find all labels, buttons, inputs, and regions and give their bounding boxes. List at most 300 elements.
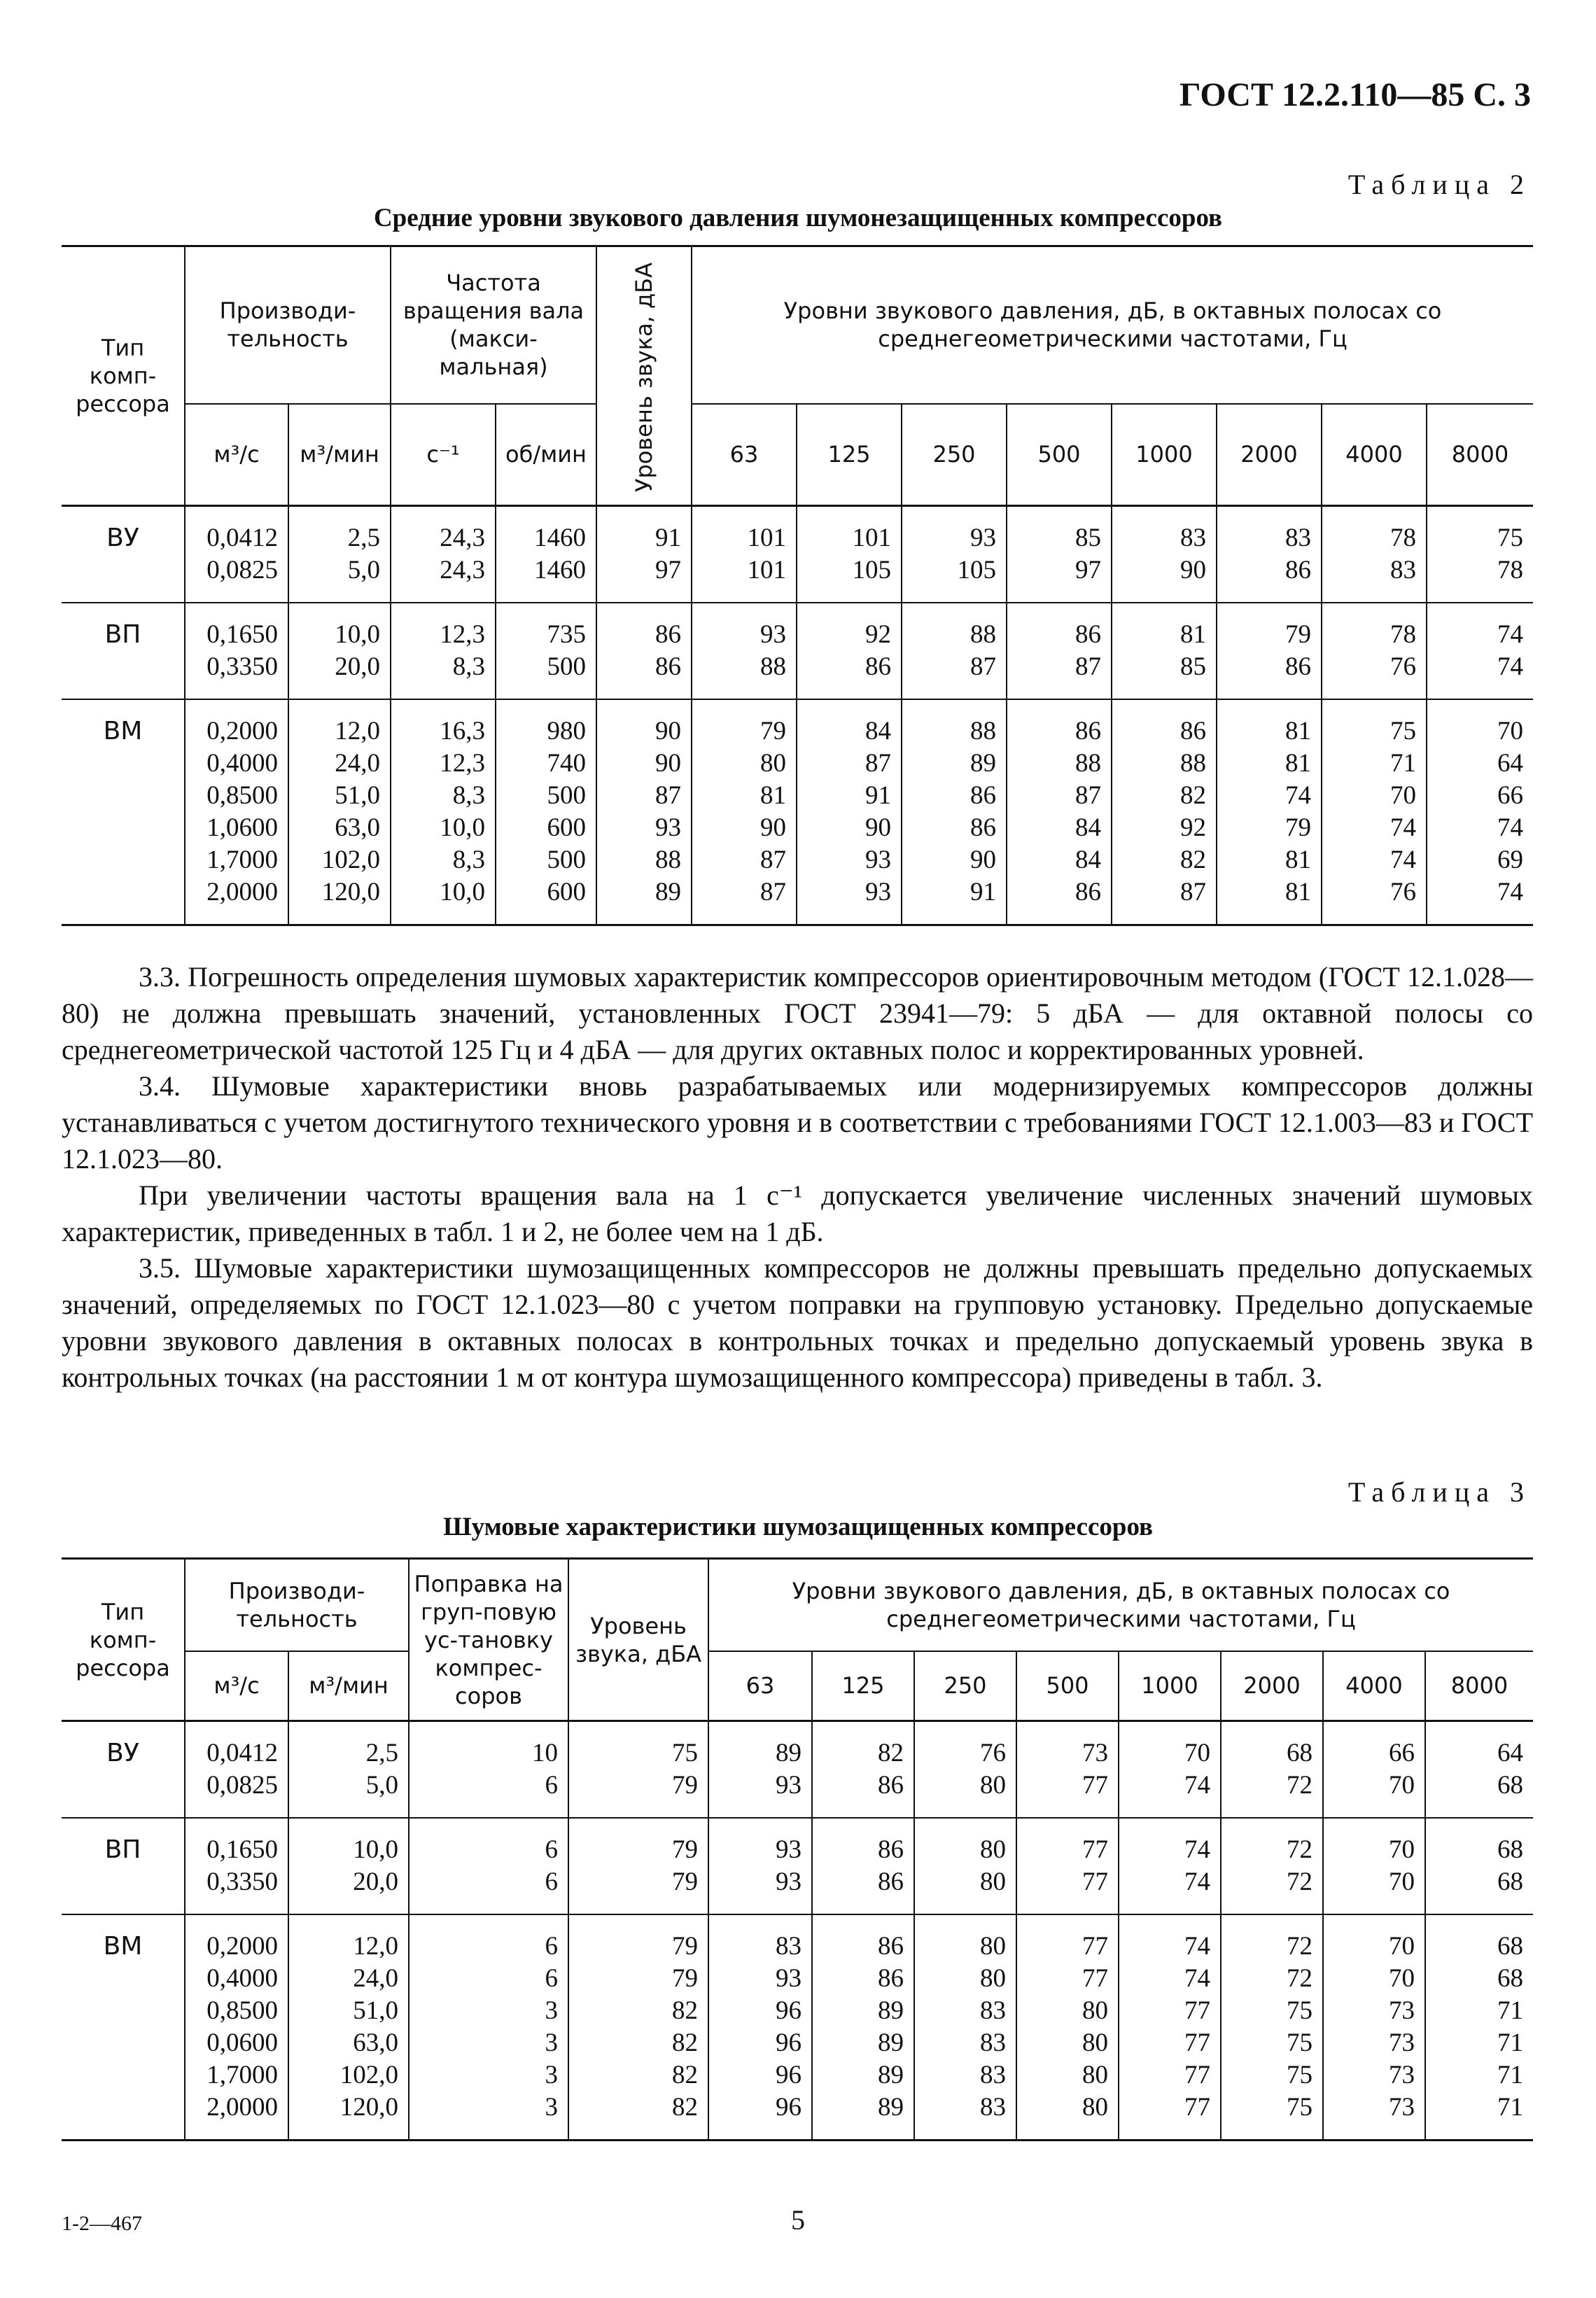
table-cell: 70 [1323, 1818, 1425, 1866]
table-cell: 77 [1119, 1995, 1221, 2027]
table-cell: 80 [1016, 2092, 1119, 2141]
table-cell: 96 [708, 1995, 812, 2027]
table-cell: 101 [692, 506, 797, 555]
table-row [62, 1995, 1533, 2027]
table-cell: 86 [812, 1914, 914, 1963]
table-cell: 71 [1425, 1995, 1533, 2027]
table-cell: 82 [1112, 780, 1217, 812]
table-cell: 74 [1119, 1914, 1221, 1963]
table-cell: 8,3 [391, 780, 496, 812]
table-cell: 74 [1427, 651, 1533, 699]
t3-header-band: 2000 [1221, 1651, 1323, 1721]
table-cell: 86 [797, 651, 902, 699]
t2-header-band: 4000 [1322, 404, 1427, 506]
table-cell: 12,0 [288, 699, 391, 748]
table-row [62, 812, 1533, 844]
table-cell: 66 [1427, 780, 1533, 812]
table-cell: 81 [1217, 748, 1322, 780]
table-cell: 79 [1217, 603, 1322, 651]
table-cell: 86 [1007, 876, 1112, 925]
t3-header-band: 8000 [1425, 1651, 1533, 1721]
table-cell: 0,3350 [185, 651, 288, 699]
compressor-type-cell [62, 1866, 185, 1914]
table-row [62, 1963, 1533, 1995]
table-cell: 83 [1217, 506, 1322, 555]
table-cell: 70 [1119, 1721, 1221, 1770]
table-cell: 84 [1007, 812, 1112, 844]
table-cell: 80 [692, 748, 797, 780]
table-cell: 90 [797, 812, 902, 844]
table-cell: 76 [914, 1721, 1016, 1770]
table-row [62, 2059, 1533, 2092]
table-cell: 96 [708, 2059, 812, 2092]
table-cell: 51,0 [288, 1995, 409, 2027]
table-cell: 73 [1323, 1995, 1425, 2027]
table-cell: 86 [902, 812, 1007, 844]
table-cell: 77 [1119, 2059, 1221, 2092]
table-cell: 87 [596, 780, 692, 812]
t2-header-band: 2000 [1217, 404, 1322, 506]
table-cell: 68 [1221, 1721, 1323, 1770]
table-cell: 89 [812, 2059, 914, 2092]
table-cell: 101 [692, 554, 797, 603]
table-cell: 92 [1112, 812, 1217, 844]
table-cell: 86 [596, 651, 692, 699]
table2-title: Средние уровни звукового давления шумонезащищенных компрессоров [373, 204, 1223, 232]
table-cell: 500 [496, 780, 596, 812]
table-cell: 75 [1221, 2027, 1323, 2059]
compressor-type-cell [62, 876, 185, 925]
table-cell: 87 [902, 651, 1007, 699]
table-cell: 68 [1425, 1914, 1533, 1963]
t2-header-band: 250 [902, 404, 1007, 506]
table-cell: 20,0 [288, 1866, 409, 1914]
table-cell: 78 [1322, 603, 1427, 651]
t2-header-spl: Уровни звукового давления, дБ, в октавных полосах со среднегеометрическими частотами, Гц [692, 246, 1533, 404]
table-cell: 80 [914, 1963, 1016, 1995]
table-cell: 83 [914, 2027, 1016, 2059]
table-cell: 81 [1112, 603, 1217, 651]
table-cell: 93 [596, 812, 692, 844]
table-row [62, 1914, 1533, 1963]
table-cell: 1,7000 [185, 2059, 288, 2092]
table-cell: 10 [409, 1721, 568, 1770]
t2-header-level [596, 246, 692, 506]
table-row [62, 1818, 1533, 1866]
table-cell: 24,3 [391, 506, 496, 555]
table-cell: 6 [409, 1963, 568, 1995]
table-cell: 68 [1425, 1770, 1533, 1818]
table-cell: 73 [1323, 2059, 1425, 2092]
table-cell: 74 [1322, 844, 1427, 876]
table-cell: 6 [409, 1770, 568, 1818]
compressor-type-cell: ВУ [62, 506, 185, 555]
t2-header-freq: Частота вращения вала (макси-мальная) [391, 246, 596, 404]
table-cell: 5,0 [288, 1770, 409, 1818]
table-cell: 105 [797, 554, 902, 603]
t2-header-s1: с⁻¹ [391, 404, 496, 506]
table-cell: 79 [568, 1770, 708, 1818]
table-cell: 600 [496, 812, 596, 844]
table3-title: Шумовые характеристики шумозащищенных компрессоров [442, 1513, 1154, 1541]
table-cell: 74 [1119, 1770, 1221, 1818]
table-cell: 87 [1112, 876, 1217, 925]
table-row [62, 651, 1533, 699]
table-cell: 0,1650 [185, 1818, 288, 1866]
table-cell: 77 [1016, 1866, 1119, 1914]
table-cell: 81 [1217, 844, 1322, 876]
compressor-type-cell [62, 2059, 185, 2092]
table-cell: 120,0 [288, 2092, 409, 2141]
table-cell: 71 [1425, 2027, 1533, 2059]
table-cell: 74 [1322, 812, 1427, 844]
table-cell: 93 [708, 1963, 812, 1995]
table-cell: 90 [902, 844, 1007, 876]
table-cell: 86 [1112, 699, 1217, 748]
table-cell: 89 [812, 2092, 914, 2141]
compressor-type-cell [62, 844, 185, 876]
table-cell: 73 [1323, 2092, 1425, 2141]
table-cell: 1,7000 [185, 844, 288, 876]
compressor-type-cell: ВП [62, 1818, 185, 1866]
table-cell: 80 [914, 1770, 1016, 1818]
table-cell: 10,0 [288, 603, 391, 651]
table-cell: 0,0825 [185, 1770, 288, 1818]
table-cell: 85 [1007, 506, 1112, 555]
table-cell: 0,0412 [185, 506, 288, 555]
table-cell: 72 [1221, 1963, 1323, 1995]
table-cell: 74 [1217, 780, 1322, 812]
table-cell: 0,2000 [185, 1914, 288, 1963]
table-cell: 74 [1427, 812, 1533, 844]
table-cell: 12,3 [391, 748, 496, 780]
table-cell: 78 [1322, 506, 1427, 555]
t2-header-band: 8000 [1427, 404, 1533, 506]
table-cell: 82 [568, 2092, 708, 2141]
table-row [62, 554, 1533, 603]
paragraph-3-4: 3.4. Шумовые характеристики вновь разрабатываемых или модернизируемых компрессоров должны устанавливаться с учетом достигнутого технического уровня и в соответствии с требованиями ГОСТ 12.1.003—83 и ГОСТ 12.1.023—80. [62, 1070, 1533, 1175]
table-cell: 66 [1323, 1721, 1425, 1770]
table-cell: 500 [496, 844, 596, 876]
compressor-type-cell: ВМ [62, 699, 185, 748]
t2-header-m3s: м³/с [185, 404, 288, 506]
table-cell: 77 [1119, 2027, 1221, 2059]
table-cell: 3 [409, 2059, 568, 2092]
table-cell: 74 [1427, 603, 1533, 651]
table-cell: 12,0 [288, 1914, 409, 1963]
compressor-type-cell [62, 2027, 185, 2059]
t3-header-band: 125 [812, 1651, 914, 1721]
table-cell: 0,0825 [185, 554, 288, 603]
table-cell: 79 [692, 699, 797, 748]
compressor-type-cell [62, 1770, 185, 1818]
table-cell: 735 [496, 603, 596, 651]
table-cell: 3 [409, 2027, 568, 2059]
t2-header-band: 500 [1007, 404, 1112, 506]
table-cell: 75 [1427, 506, 1533, 555]
table-cell: 83 [914, 2092, 1016, 2141]
t3-header-correction: Поправка на груп-повую ус-тановку компрес-соров [409, 1559, 568, 1721]
t2-header-capacity: Производи-тельность [185, 246, 391, 404]
table-cell: 16,3 [391, 699, 496, 748]
table-cell: 77 [1016, 1818, 1119, 1866]
table-cell: 83 [1322, 554, 1427, 603]
table-cell: 63,0 [288, 2027, 409, 2059]
t3-header-band: 63 [708, 1651, 812, 1721]
table-cell: 80 [914, 1818, 1016, 1866]
table-cell: 80 [1016, 2059, 1119, 2092]
compressor-type-cell [62, 651, 185, 699]
table-cell: 79 [568, 1914, 708, 1963]
table-row [62, 780, 1533, 812]
table-cell: 70 [1323, 1866, 1425, 1914]
table-cell: 83 [708, 1914, 812, 1963]
table-cell: 75 [1221, 2092, 1323, 2141]
table-cell: 90 [1112, 554, 1217, 603]
table-cell: 89 [812, 2027, 914, 2059]
table-cell: 105 [902, 554, 1007, 603]
table-row [62, 1721, 1533, 1770]
table-cell: 68 [1425, 1818, 1533, 1866]
t3-header-band: 1000 [1119, 1651, 1221, 1721]
table-cell: 86 [596, 603, 692, 651]
table-cell: 89 [902, 748, 1007, 780]
table-cell: 86 [902, 780, 1007, 812]
table-cell: 10,0 [391, 812, 496, 844]
compressor-type-cell [62, 1995, 185, 2027]
t3-header-m3min: м³/мин [288, 1651, 409, 1721]
table-cell: 0,8500 [185, 780, 288, 812]
table-cell: 86 [812, 1770, 914, 1818]
table-cell: 68 [1425, 1866, 1533, 1914]
table-cell: 51,0 [288, 780, 391, 812]
table-cell: 93 [708, 1770, 812, 1818]
table-cell: 1,0600 [185, 812, 288, 844]
table-cell: 83 [914, 1995, 1016, 2027]
table-cell: 92 [797, 603, 902, 651]
table-cell: 3 [409, 1995, 568, 2027]
compressor-type-cell: ВП [62, 603, 185, 651]
table-row [62, 1770, 1533, 1818]
table-row [62, 844, 1533, 876]
table-cell: 740 [496, 748, 596, 780]
table-cell: 3 [409, 2092, 568, 2141]
table-cell: 75 [1322, 699, 1427, 748]
paragraph-3-5: 3.5. Шумовые характеристики шумозащищенных компрессоров не должны превышать предельно допускаемых значений, определяемых по ГОСТ 12.1.023—80 с учетом поправки на групповую установку. Предельно допускаемые уровни звукового давления в октавных полосах в контрольных точках и предельно допускаемый уровень звука в контрольных точках (на расстоянии 1 м от контура шумозащищенного компрессора) приведены в табл. 3. [62, 1252, 1533, 1393]
table-cell: 72 [1221, 1770, 1323, 1818]
table-cell: 75 [1221, 2059, 1323, 2092]
table-cell: 5,0 [288, 554, 391, 603]
table-cell: 8,3 [391, 844, 496, 876]
table-cell: 78 [1427, 554, 1533, 603]
table-cell: 79 [568, 1963, 708, 1995]
table-cell: 96 [708, 2027, 812, 2059]
table-cell: 96 [708, 2092, 812, 2141]
page-header: ГОСТ 12.2.110—85 С. 3 [1180, 76, 1531, 113]
table-row [62, 506, 1533, 555]
table-cell: 980 [496, 699, 596, 748]
table-cell: 71 [1322, 748, 1427, 780]
table-cell: 84 [797, 699, 902, 748]
paragraph-3-3: 3.3. Погрешность определения шумовых характеристик компрессоров ориентировочным методом (ГОСТ 12.1.028—80) не должна превышать значений, установленных ГОСТ 23941—79: 5 дБА — для октавной полосы со среднегеометрической частотой 125 Гц и 4 дБА — для других октавных полос и корректированных уровней. [62, 961, 1533, 1065]
compressor-type-cell [62, 748, 185, 780]
table-cell: 88 [902, 603, 1007, 651]
table-cell: 89 [596, 876, 692, 925]
t3-header-m3s: м³/с [185, 1651, 288, 1721]
table-cell: 87 [1007, 651, 1112, 699]
table-cell: 0,4000 [185, 748, 288, 780]
table-cell: 86 [812, 1866, 914, 1914]
table-cell: 87 [1007, 780, 1112, 812]
table-cell: 72 [1221, 1866, 1323, 1914]
page-number: 5 [791, 2204, 805, 2236]
t3-body [62, 1721, 1533, 2141]
table-row [62, 603, 1533, 651]
t2-body [62, 506, 1533, 925]
table-cell: 81 [692, 780, 797, 812]
table-cell: 74 [1427, 876, 1533, 925]
table-row [62, 876, 1533, 925]
table-cell: 1460 [496, 506, 596, 555]
table-cell: 79 [568, 1866, 708, 1914]
table-cell: 89 [708, 1721, 812, 1770]
paragraph-3-4-note: При увеличении частоты вращения вала на 1 с⁻¹ допускается увеличение численных значений шумовых характеристик, приведенных в табл. 1 и 2, не более чем на 1 дБ. [62, 1179, 1533, 1247]
compressor-type-cell: ВУ [62, 1721, 185, 1770]
table-cell: 0,1650 [185, 603, 288, 651]
table-row [62, 2027, 1533, 2059]
table-cell: 86 [1217, 554, 1322, 603]
table-cell: 0,3350 [185, 1866, 288, 1914]
table-row [62, 2092, 1533, 2141]
t2-header-band: 63 [692, 404, 797, 506]
table2-label: Таблица 2 [1348, 169, 1531, 200]
footer-code: 1-2—467 [62, 2212, 142, 2235]
table-cell: 500 [496, 651, 596, 699]
table-cell: 70 [1322, 780, 1427, 812]
t3-header-level: Уровень звука, дБА [568, 1559, 708, 1721]
table-cell: 90 [692, 812, 797, 844]
table-cell: 24,0 [288, 748, 391, 780]
table-cell: 86 [812, 1963, 914, 1995]
table-cell: 86 [1007, 603, 1112, 651]
t2-header-rpm: об/мин [496, 404, 596, 506]
table-cell: 91 [902, 876, 1007, 925]
table-cell: 6 [409, 1866, 568, 1914]
table-cell: 8,3 [391, 651, 496, 699]
table3 [62, 1557, 1533, 2141]
table-cell: 81 [1217, 699, 1322, 748]
table-cell: 70 [1323, 1770, 1425, 1818]
table-cell: 102,0 [288, 844, 391, 876]
table-cell: 88 [1007, 748, 1112, 780]
table-row [62, 1866, 1533, 1914]
table-row [62, 748, 1533, 780]
table-cell: 88 [1112, 748, 1217, 780]
table-cell: 2,5 [288, 506, 391, 555]
compressor-type-cell [62, 780, 185, 812]
table2 [62, 245, 1533, 926]
table-cell: 68 [1425, 1963, 1533, 1995]
table-cell: 80 [914, 1914, 1016, 1963]
table-cell: 97 [596, 554, 692, 603]
table-cell: 87 [797, 748, 902, 780]
table-cell: 93 [797, 876, 902, 925]
t2-header-band: 1000 [1112, 404, 1217, 506]
table-cell: 71 [1425, 2092, 1533, 2141]
compressor-type-cell [62, 2092, 185, 2141]
table-cell: 77 [1016, 1914, 1119, 1963]
compressor-type-cell [62, 1963, 185, 1995]
table-cell: 72 [1221, 1914, 1323, 1963]
table-cell: 20,0 [288, 651, 391, 699]
table-cell: 93 [692, 603, 797, 651]
table-cell: 76 [1322, 876, 1427, 925]
table-cell: 74 [1119, 1818, 1221, 1866]
table-cell: 80 [1016, 1995, 1119, 2027]
table-cell: 97 [1007, 554, 1112, 603]
t3-header-band: 250 [914, 1651, 1016, 1721]
table-cell: 2,0000 [185, 876, 288, 925]
table-cell: 80 [1016, 2027, 1119, 2059]
compressor-type-cell: ВМ [62, 1914, 185, 1963]
t3-header-capacity: Производи-тельность [185, 1559, 409, 1651]
table-cell: 90 [596, 699, 692, 748]
table-cell: 80 [914, 1866, 1016, 1914]
table-cell: 90 [596, 748, 692, 780]
table-cell: 24,0 [288, 1963, 409, 1995]
compressor-type-cell [62, 554, 185, 603]
table-cell: 77 [1016, 1770, 1119, 1818]
table-cell: 70 [1427, 699, 1533, 748]
table-cell: 89 [812, 1995, 914, 2027]
table-cell: 82 [568, 1995, 708, 2027]
table-cell: 2,5 [288, 1721, 409, 1770]
t2-header-m3min: м³/мин [288, 404, 391, 506]
table3-label: Таблица 3 [1348, 1476, 1531, 1508]
t2-header-level-text: Уровень звука, дБА [631, 262, 657, 492]
table-cell: 82 [1112, 844, 1217, 876]
table-cell: 88 [692, 651, 797, 699]
table-cell: 74 [1119, 1963, 1221, 1995]
table-cell: 75 [1221, 1995, 1323, 2027]
table-cell: 76 [1322, 651, 1427, 699]
table-cell: 12,3 [391, 603, 496, 651]
table-cell: 2,0000 [185, 2092, 288, 2141]
table-cell: 93 [708, 1866, 812, 1914]
table-cell: 73 [1016, 1721, 1119, 1770]
table-cell: 86 [812, 1818, 914, 1866]
table-cell: 86 [1007, 699, 1112, 748]
table-cell: 86 [1217, 651, 1322, 699]
table-cell: 93 [708, 1818, 812, 1866]
compressor-type-cell [62, 812, 185, 844]
t2-header-band: 125 [797, 404, 902, 506]
table-cell: 64 [1425, 1721, 1533, 1770]
table-cell: 83 [1112, 506, 1217, 555]
table-cell: 82 [812, 1721, 914, 1770]
table-cell: 77 [1016, 1963, 1119, 1995]
table-cell: 85 [1112, 651, 1217, 699]
table-cell: 102,0 [288, 2059, 409, 2092]
table-cell: 82 [568, 2059, 708, 2092]
table-cell: 24,3 [391, 554, 496, 603]
table-cell: 70 [1323, 1963, 1425, 1995]
t3-header-type: Тип комп-рессора [62, 1559, 185, 1721]
table-cell: 70 [1323, 1914, 1425, 1963]
table-cell: 1460 [496, 554, 596, 603]
t2-header-type: Тип комп-рессора [62, 246, 185, 506]
table-cell: 91 [797, 780, 902, 812]
